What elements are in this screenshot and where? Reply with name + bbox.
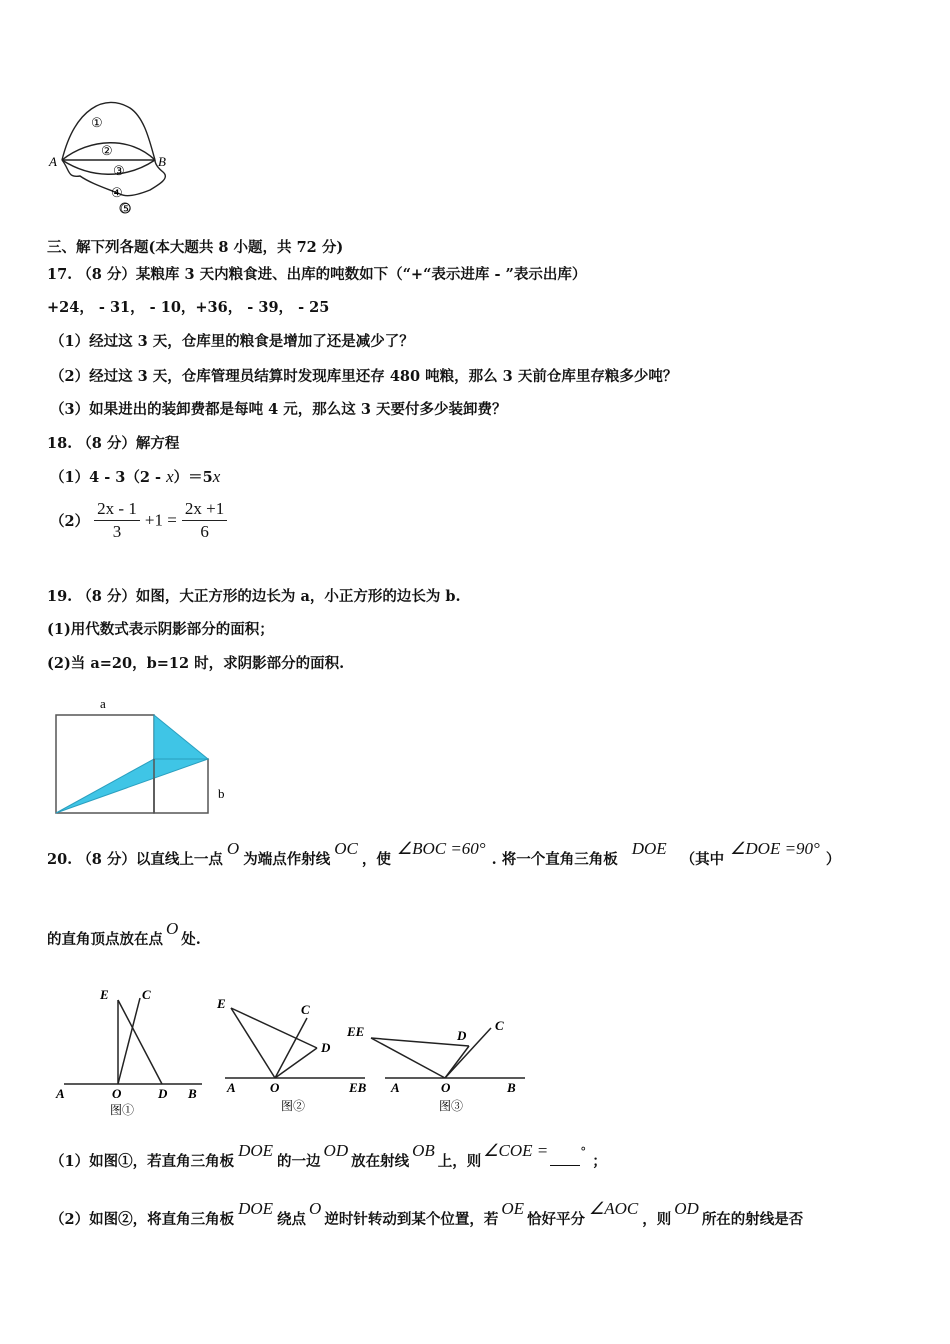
fig2-label-c: C xyxy=(301,1002,310,1017)
q20-p2-d: 恰好平分 xyxy=(527,1211,585,1228)
q20-stem-line2 xyxy=(47,919,201,949)
fig1-label-b: B xyxy=(188,1086,197,1101)
q20-part1 xyxy=(50,1141,607,1171)
fig3-label-d: D xyxy=(457,1028,467,1043)
q20-sym-oc: OC xyxy=(334,839,358,858)
q20-p1-doe: DOE xyxy=(238,1141,274,1160)
q18-part2 xyxy=(50,498,227,543)
fig3-caption: 图③ xyxy=(439,1099,464,1113)
answer-blank[interactable] xyxy=(550,1151,580,1166)
q18-part1-var2: x xyxy=(212,467,221,486)
point-b-label: B xyxy=(158,154,166,169)
q20-stem-b: 为端点作射线 xyxy=(243,851,331,868)
fig3-label-c: C xyxy=(495,1018,504,1033)
q20-line2-a: 的直角顶点放在点 xyxy=(47,931,163,948)
q20-sym-doe: DOE xyxy=(631,839,667,858)
point-a-label: A xyxy=(49,154,57,169)
q20-p1-deg: ° xyxy=(580,1145,587,1159)
q18-part2-label: （2） xyxy=(50,513,90,530)
region-label-2: ② xyxy=(101,143,113,158)
q20-stem xyxy=(47,839,841,869)
fig3-label-a: A xyxy=(391,1080,400,1095)
q20-stem-c: ，使 xyxy=(361,851,391,868)
side-label-b: b xyxy=(218,786,225,801)
fraction-left xyxy=(94,498,140,543)
q17-values: +24， - 31， - 10，+36， - 39， - 25 xyxy=(47,299,330,316)
q19-stem: 19. （8 分）如图，大正方形的边长为 a，小正方形的边长为 b. xyxy=(47,588,461,605)
q18-part1 xyxy=(50,466,220,487)
fraction-right-denominator: 6 xyxy=(200,522,209,541)
fig1-label-e: E xyxy=(100,987,109,1002)
q18-part1-mid: ）＝5 xyxy=(173,469,213,486)
fraction-left-numerator: 2x - 1 xyxy=(94,498,140,521)
q20-p1-a: （1）如图①，若直角三角板 xyxy=(50,1153,235,1170)
q17-part2: （2）经过这 3 天，仓库管理员结算时发现库里还存 480 吨粮，那么 3 天前仓库里存粮多少吨？ xyxy=(50,368,678,385)
q17-stem: 17. （8 分）某粮库 3 天内粮食进、出库的吨数如下（“+“表示进库 - ”表示出库） xyxy=(47,266,587,283)
side-label-a: a xyxy=(100,696,106,711)
fig2-label-a: A xyxy=(227,1080,236,1095)
q18-part1-prefix: （1）4 - 3（2 - xyxy=(50,469,167,486)
fraction-right xyxy=(182,498,227,543)
fraction-left-denominator: 3 xyxy=(112,522,122,541)
region-label-4: ④ xyxy=(111,185,123,200)
q20-p2-b: 绕点 xyxy=(277,1211,307,1228)
q20-p1-ob: OB xyxy=(412,1141,435,1160)
fig1-caption: 图① xyxy=(110,1103,135,1117)
q20-p1-e: ； xyxy=(592,1153,607,1170)
q18-stem: 18. （8 分）解方程 xyxy=(47,435,180,452)
fig2-label-d: D xyxy=(321,1040,331,1055)
fraction-right-numerator: 2x +1 xyxy=(182,498,227,521)
section-3-heading: 三、解下列各题(本大题共 8 小题，共 72 分) xyxy=(47,239,344,256)
q20-stem-a: 20. （8 分）以直线上一点 xyxy=(47,851,223,868)
fig3-label-b: B xyxy=(507,1080,516,1095)
figure-3 xyxy=(345,1010,535,1120)
fig1-label-c: C xyxy=(142,987,151,1002)
q20-line2-o: O xyxy=(166,919,179,938)
fig3-label-o: O xyxy=(441,1080,451,1095)
q20-p1-coe: ∠COE = xyxy=(483,1141,549,1160)
fig2-label-eb: EB xyxy=(349,1080,367,1095)
q20-p1-d: 上，则 xyxy=(437,1153,482,1170)
fig1-label-d: D xyxy=(158,1086,168,1101)
region-label-5: ⑤ xyxy=(120,201,132,216)
q18-part1-var: x xyxy=(166,467,174,486)
q20-stem-e: （其中 xyxy=(680,851,725,868)
q19-part1: (1)用代数式表示阴影部分的面积； xyxy=(47,621,274,638)
q20-p1-b: 的一边 xyxy=(277,1153,321,1170)
q20-sym-boc: ∠BOC =60° xyxy=(396,839,486,858)
q20-part2 xyxy=(50,1199,804,1229)
q20-p1-od: OD xyxy=(323,1141,349,1160)
equation-middle: +1 = xyxy=(144,510,177,530)
q20-p2-aoc: ∠AOC xyxy=(589,1199,639,1218)
region-label-3: ③ xyxy=(113,163,125,178)
q20-p2-e: ，则 xyxy=(642,1211,672,1228)
figure-1 xyxy=(52,982,212,1122)
q19-part2: (2)当 a=20，b=12 时，求阴影部分的面积. xyxy=(47,655,345,672)
q20-p2-o: O xyxy=(309,1199,322,1218)
q20-stem-d: . 将一个直角三角板 xyxy=(491,851,618,868)
q20-sym-o: O xyxy=(226,839,240,858)
fig2-label-e: E xyxy=(217,996,226,1011)
q20-p2-oe: OE xyxy=(501,1199,524,1218)
fig3-label-ee: EE xyxy=(347,1024,365,1039)
region-label-1: ① xyxy=(91,115,103,130)
fig2-label-o: O xyxy=(270,1080,280,1095)
q20-p2-a: （2）如图②，将直角三角板 xyxy=(50,1211,235,1228)
fig1-label-o: O xyxy=(112,1086,122,1101)
q20-p2-od: OD xyxy=(674,1199,699,1218)
q20-p2-c: 逆时针转动到某个位置，若 xyxy=(324,1211,499,1228)
q17-part3: （3）如果进出的装卸费都是每吨 4 元，那么这 3 天要付多少装卸费？ xyxy=(50,401,507,418)
q20-p2-doe: DOE xyxy=(238,1199,274,1218)
q17-part1: （1）经过这 3 天，仓库里的粮食是增加了还是减少了？ xyxy=(50,333,414,350)
q20-p1-c: 放在射线 xyxy=(351,1153,410,1170)
q20-sym-angle-doe: ∠DOE =90° xyxy=(730,839,820,858)
fig2-caption: 图② xyxy=(281,1099,306,1113)
regions-figure xyxy=(45,98,180,220)
q20-p2-f: 所在的射线是否 xyxy=(701,1211,804,1228)
fig1-label-a: A xyxy=(56,1086,65,1101)
q20-stem-f: ） xyxy=(825,851,841,868)
squares-figure xyxy=(50,694,240,822)
q20-line2-b: 处. xyxy=(181,931,201,948)
